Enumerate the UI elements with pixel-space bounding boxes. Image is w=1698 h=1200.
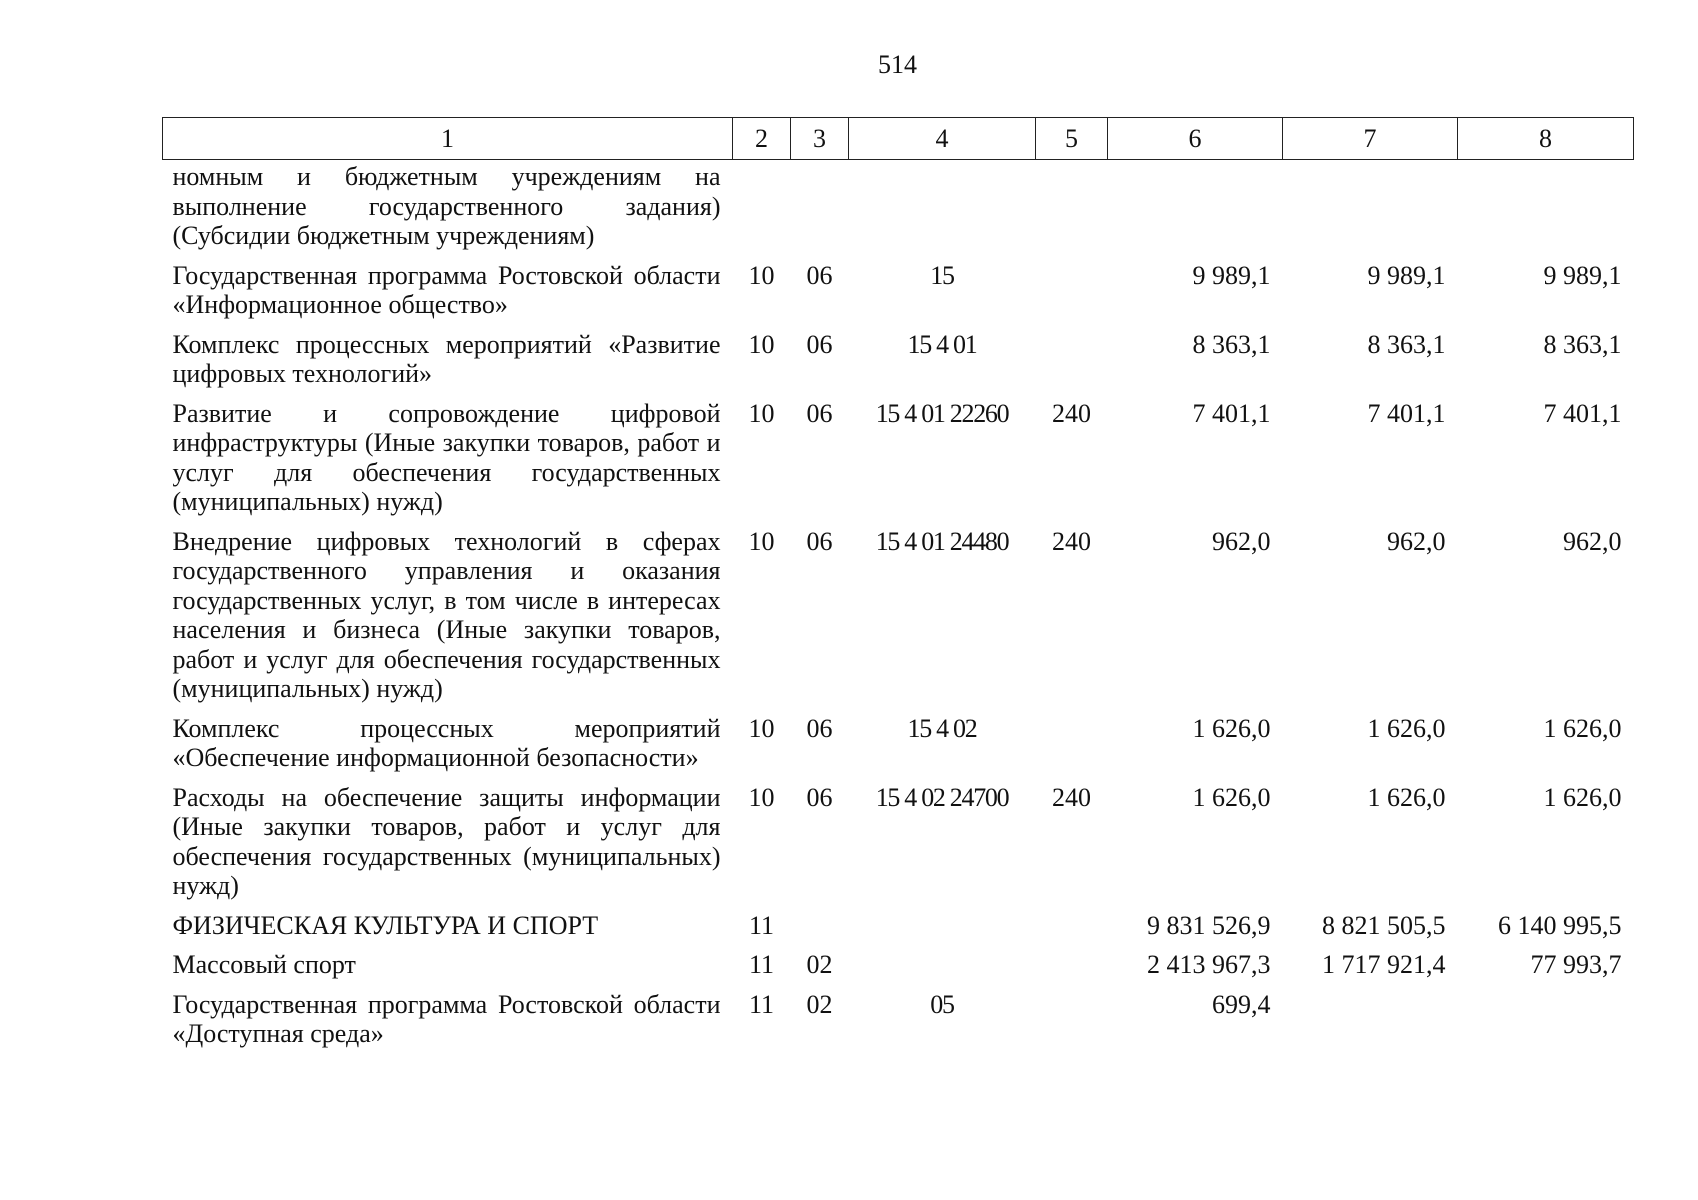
cell-expense-type [1036, 990, 1108, 1059]
table-row [163, 911, 1634, 951]
cell-amount-8: 8 363,1 [1543, 329, 1622, 359]
cell-subsection: 02 [806, 950, 833, 979]
row-name: Внедрение цифровых технологий в сферах государственного управления и оказания государственных услуг, в том числе в интересах населения и бизнеса (Иные закупки товаров, работ и услуг для обеспечения государственных (муниципальных) нужд) [172, 526, 721, 703]
cell-section: 11 [748, 910, 775, 940]
cell-target-code: 05 [930, 989, 954, 1019]
cell-section: 10 [748, 329, 775, 359]
cell-subsection: 06 [806, 782, 833, 812]
cell-amount-8 [1458, 160, 1634, 261]
table-row [163, 160, 1634, 261]
cell-amount-8: 1 626,0 [1543, 782, 1622, 812]
row-name: номным и бюджетным учреждениям на выполнение государственного задания) (Субсидии бюджетным учреждениям) [172, 162, 721, 250]
cell-expense-type [1036, 261, 1108, 330]
cell-amount-8: 77 993,7 [1530, 950, 1622, 979]
row-name: Государственная программа Ростовской области «Доступная среда» [172, 989, 721, 1048]
cell-amount-7: 1 717 921,4 [1322, 950, 1446, 979]
column-header-1: 1 [163, 118, 733, 160]
cell-subsection: 06 [806, 260, 833, 290]
cell-subsection: 02 [806, 989, 833, 1019]
cell-section: 11 [748, 950, 775, 979]
cell-subsection: 06 [806, 526, 833, 556]
cell-amount-6 [1108, 160, 1283, 261]
column-header-6: 6 [1108, 118, 1283, 160]
cell-amount-6: 7 401,1 [1192, 398, 1271, 428]
cell-subsection [791, 911, 849, 951]
cell-amount-6: 699,4 [1212, 989, 1271, 1019]
cell-subsection: 06 [806, 713, 833, 743]
cell-section: 10 [748, 713, 775, 743]
cell-amount-7: 7 401,1 [1367, 398, 1446, 428]
cell-section: 10 [748, 398, 775, 428]
cell-expense-type [1036, 160, 1108, 261]
table-row [163, 527, 1634, 714]
cell-amount-6: 2 413 967,3 [1147, 950, 1271, 979]
cell-subsection: 06 [806, 329, 833, 359]
row-name: Комплекс процессных мероприятий «Обеспечение информационной безопасности» [172, 713, 721, 772]
table-header-row [163, 118, 1634, 160]
cell-amount-8: 6 140 995,5 [1498, 910, 1622, 940]
cell-section: 11 [748, 989, 775, 1019]
cell-amount-7: 8 363,1 [1367, 329, 1446, 359]
cell-amount-8: 7 401,1 [1543, 398, 1622, 428]
cell-amount-7: 8 821 505,5 [1322, 910, 1446, 940]
table-row [163, 714, 1634, 783]
cell-amount-8: 962,0 [1563, 526, 1622, 556]
cell-section: 10 [748, 526, 775, 556]
cell-amount-6: 962,0 [1212, 526, 1271, 556]
cell-amount-7: 1 626,0 [1367, 782, 1446, 812]
cell-amount-6: 1 626,0 [1192, 713, 1271, 743]
table-row [163, 783, 1634, 911]
cell-amount-8: 9 989,1 [1543, 260, 1622, 290]
cell-amount-6: 9 989,1 [1192, 260, 1271, 290]
row-name: Комплекс процессных мероприятий «Развитие цифровых технологий» [172, 329, 721, 388]
cell-expense-type [1036, 911, 1108, 951]
cell-expense-type: 240 [1052, 526, 1091, 556]
cell-target-code [849, 160, 1036, 261]
column-header-5: 5 [1036, 118, 1108, 160]
cell-target-code [849, 911, 1036, 951]
table-row [163, 950, 1634, 990]
column-header-4: 4 [849, 118, 1036, 160]
row-name: Государственная программа Ростовской области «Информационное общество» [172, 260, 721, 319]
budget-table [162, 117, 1634, 1059]
cell-section [733, 160, 791, 261]
cell-amount-7: 1 626,0 [1367, 713, 1446, 743]
cell-target-code: 15 4 02 24700 [875, 782, 1009, 812]
cell-target-code: 15 4 01 22260 [875, 398, 1009, 428]
cell-target-code: 15 4 01 24480 [875, 526, 1009, 556]
cell-section: 10 [748, 260, 775, 290]
row-name: Массовый спорт [172, 950, 356, 979]
column-header-7: 7 [1283, 118, 1458, 160]
cell-subsection [791, 160, 849, 261]
cell-expense-type [1036, 714, 1108, 783]
column-header-3: 3 [791, 118, 849, 160]
row-name: ФИЗИЧЕСКАЯ КУЛЬТУРА И СПОРТ [172, 910, 599, 940]
cell-expense-type [1036, 950, 1108, 990]
cell-expense-type: 240 [1052, 398, 1091, 428]
cell-section: 10 [748, 782, 775, 812]
cell-amount-7: 962,0 [1387, 526, 1446, 556]
row-name: Развитие и сопровождение цифровой инфраструктуры (Иные закупки товаров, работ и услуг для обеспечения государственных (муниципальных) нужд) [172, 398, 721, 516]
cell-amount-6: 1 626,0 [1192, 782, 1271, 812]
cell-amount-7 [1283, 990, 1458, 1059]
cell-amount-6: 8 363,1 [1192, 329, 1271, 359]
cell-amount-8: 1 626,0 [1543, 713, 1622, 743]
cell-amount-7 [1283, 160, 1458, 261]
cell-target-code [849, 950, 1036, 990]
table-row [163, 399, 1634, 527]
cell-amount-8 [1458, 990, 1634, 1059]
page-number: 514 [878, 50, 917, 79]
cell-expense-type: 240 [1052, 782, 1091, 812]
column-header-8: 8 [1458, 118, 1634, 160]
table-row [163, 261, 1634, 330]
cell-amount-7: 9 989,1 [1367, 260, 1446, 290]
column-header-2: 2 [733, 118, 791, 160]
row-name: Расходы на обеспечение защиты информации (Иные закупки товаров, работ и услуг для обеспечения государственных (муниципальных) нужд) [172, 782, 721, 900]
cell-target-code: 15 4 01 [907, 329, 977, 359]
cell-expense-type [1036, 330, 1108, 399]
cell-subsection: 06 [806, 398, 833, 428]
cell-target-code: 15 4 02 [907, 713, 977, 743]
cell-target-code: 15 [930, 260, 954, 290]
table-row [163, 330, 1634, 399]
cell-amount-6: 9 831 526,9 [1147, 910, 1271, 940]
table-row [163, 990, 1634, 1059]
